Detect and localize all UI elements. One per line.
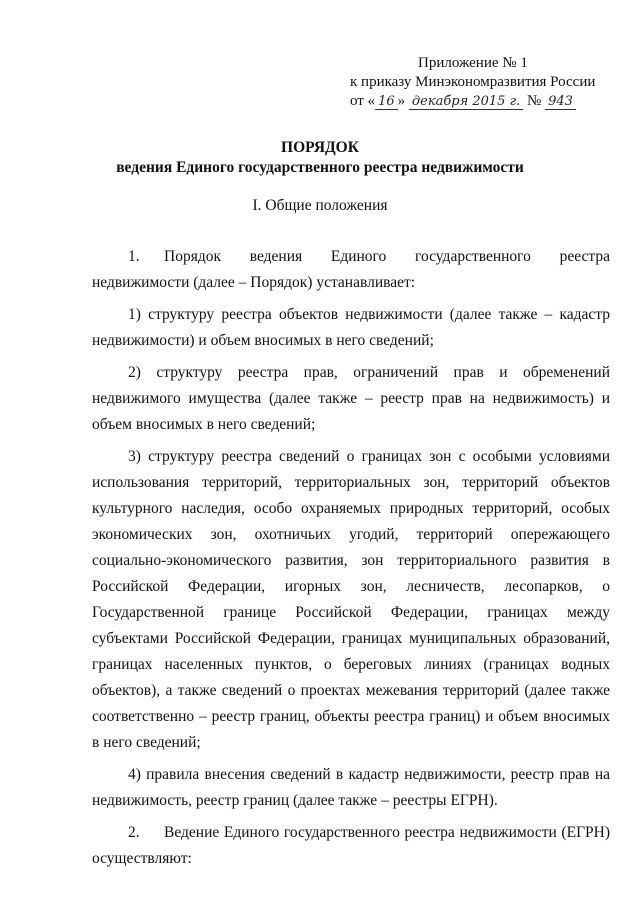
title-line-2: ведения Единого государственного реестра недвижимости (116, 159, 524, 176)
appendix-order-ref: к приказу Минэкономразвития России (350, 74, 596, 90)
handwritten-day: 16 (375, 94, 398, 110)
paragraph-text: Порядок ведения Единого государственного реестра недвижимости (далее – Порядок) устанавливает: (92, 248, 610, 291)
appendix-header (350, 54, 620, 111)
appendix-number: Приложение № 1 (418, 55, 528, 71)
date-prefix: от « (350, 93, 376, 109)
appendix-date-line (350, 92, 620, 111)
paragraph-1 (92, 244, 610, 296)
paragraph-text: Ведение Единого государственного реестра недвижимости (ЕГРН) осуществляют: (92, 824, 610, 867)
section-heading: I. Общие положения (252, 197, 388, 214)
handwritten-number: 943 (545, 94, 576, 110)
number-label: № (527, 93, 542, 109)
paragraph-number: 2. (128, 824, 140, 841)
title-line-1: ПОРЯДОК (281, 139, 359, 156)
paragraph-number: 1. (128, 248, 140, 265)
paragraph-item-2: 2) структуру реестра прав, ограничений прав и обременений недвижимого имущества (далее также – реестр прав на недвижимость) и объем вносимых в него сведений; (92, 364, 610, 433)
paragraph-item-3: 3) структуру реестра сведений о границах зон с особыми условиями использования территорий, территориальных зон, территорий объектов культурного наследия, особо охраняемых природных территорий, особых экономических зон, охотничьих угодий, территорий опережающего социально-экономического развития, зон территориального развития в Российской Федерации, игорных зон, лесничеств, лесопарков, о Государственной границе Российской Федерации, границах между субъектами Российской Федерации, границах муниципальных образований, границах населенных пунктов, о береговых линиях (границах водных объектов), а также сведений о проектах межевания территорий (далее также соответственно – реестр границ, объекты реестра границ) и объем вносимых в него сведений; (92, 448, 610, 751)
document-title (0, 138, 640, 178)
paragraph-item-1: 1) структуру реестра объектов недвижимости (далее также – кадастр недвижимости) и объем вносимых в него сведений; (92, 306, 610, 349)
document-body (92, 244, 610, 872)
paragraph-2 (92, 820, 610, 872)
paragraph-item-4: 4) правила внесения сведений в кадастр недвижимости, реестр прав на недвижимость, реестр границ (далее также – реестры ЕГРН). (92, 766, 610, 809)
date-mid: » (397, 93, 406, 109)
handwritten-month-year: декабря 2015 г. (409, 94, 523, 110)
